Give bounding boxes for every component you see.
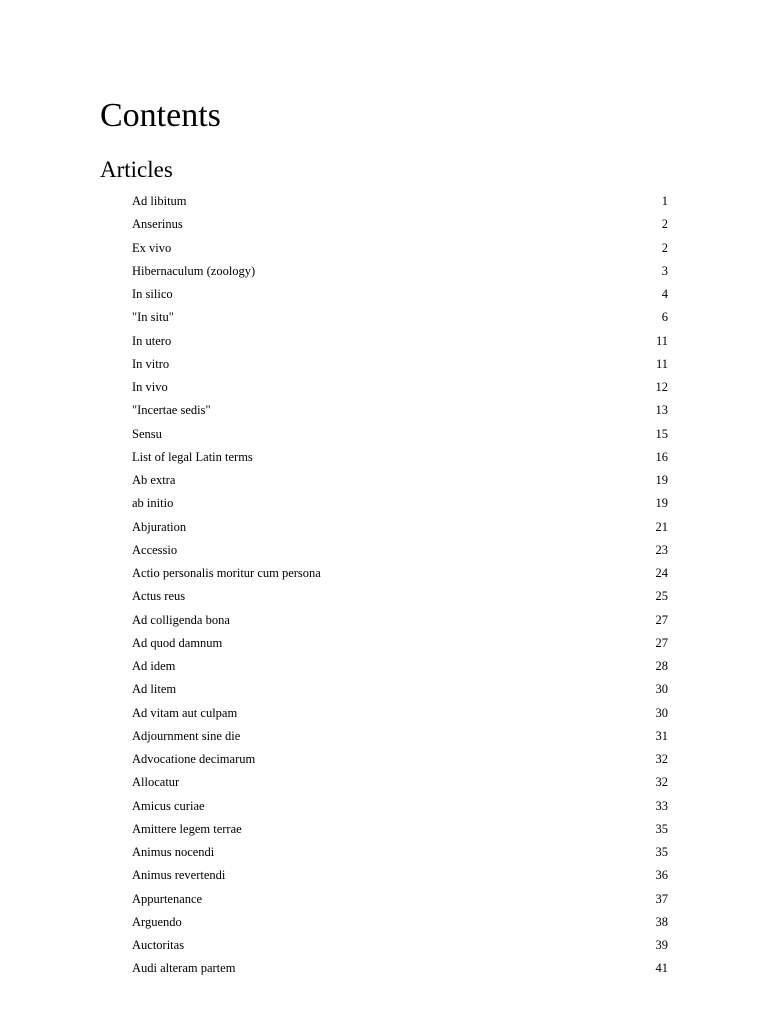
toc-entry-title[interactable]: Auctoritas xyxy=(132,938,185,952)
toc-entry-title[interactable]: Amittere legem terrae xyxy=(132,821,242,836)
toc-entry-page-number: 15 xyxy=(655,426,668,441)
toc-entry-title[interactable]: Appurtenance xyxy=(132,891,203,906)
toc-entry-title[interactable]: Accessio xyxy=(132,542,178,557)
toc-entry-page-number: 12 xyxy=(655,380,668,394)
table-of-contents xyxy=(132,190,668,981)
toc-entry-page-number: 38 xyxy=(655,914,668,929)
toc-entry-title[interactable]: Actio personalis moritur cum persona xyxy=(132,566,321,580)
toc-entry[interactable] xyxy=(132,585,668,608)
toc-entry[interactable] xyxy=(132,446,668,469)
toc-entry[interactable] xyxy=(132,469,668,492)
toc-entry-title[interactable]: Ad vitam aut culpam xyxy=(132,705,238,720)
toc-entry-title[interactable]: Allocatur xyxy=(132,775,180,790)
toc-entry[interactable] xyxy=(132,702,668,725)
toc-entry-page-number: 3 xyxy=(661,263,668,278)
toc-entry[interactable] xyxy=(132,492,668,515)
toc-entry[interactable] xyxy=(132,771,668,794)
toc-entry-page-number: 13 xyxy=(655,403,668,418)
toc-entry[interactable] xyxy=(132,306,668,329)
toc-entry[interactable] xyxy=(132,957,668,980)
toc-entry[interactable] xyxy=(132,888,668,911)
toc-entry-page-number: 11 xyxy=(655,333,668,348)
toc-entry-title[interactable]: Ad quod damnum xyxy=(132,635,223,650)
toc-entry-page-number: 21 xyxy=(655,519,668,534)
toc-entry[interactable] xyxy=(132,190,668,213)
toc-entry-page-number: 35 xyxy=(655,821,668,836)
toc-entry[interactable] xyxy=(132,725,668,748)
toc-entry[interactable] xyxy=(132,283,668,306)
toc-entry-page-number: 19 xyxy=(655,496,668,511)
toc-entry[interactable] xyxy=(132,934,668,957)
toc-entry[interactable] xyxy=(132,748,668,771)
toc-entry-page-number: 30 xyxy=(655,705,668,720)
toc-entry-page-number: 27 xyxy=(655,612,668,627)
toc-entry-page-number: 28 xyxy=(655,659,668,673)
toc-entry-page-number: 2 xyxy=(661,240,668,255)
toc-entry-title[interactable]: Animus revertendi xyxy=(132,868,226,883)
toc-entry-page-number: 37 xyxy=(655,891,668,906)
toc-entry-title[interactable]: Ad libitum xyxy=(132,194,187,208)
toc-entry-title[interactable]: Ex vivo xyxy=(132,240,172,255)
toc-entry[interactable] xyxy=(132,795,668,818)
toc-entry-page-number: 36 xyxy=(655,868,668,883)
toc-entry-title[interactable]: "In situ" xyxy=(132,310,174,325)
toc-entry-title[interactable]: Ad idem xyxy=(132,659,176,673)
toc-entry-title[interactable]: Abjuration xyxy=(132,519,187,534)
toc-entry-page-number: 33 xyxy=(655,798,668,813)
toc-entry-title[interactable]: "Incertae sedis" xyxy=(132,403,211,418)
toc-entry-page-number: 19 xyxy=(655,473,668,487)
toc-entry[interactable] xyxy=(132,539,668,562)
toc-entry[interactable] xyxy=(132,353,668,376)
toc-entry-page-number: 16 xyxy=(655,449,668,464)
toc-entry-page-number: 32 xyxy=(655,752,668,766)
toc-entry-page-number: 11 xyxy=(655,356,668,371)
toc-entry-page-number: 30 xyxy=(655,682,668,697)
section-heading: Articles xyxy=(100,157,173,182)
toc-entry[interactable] xyxy=(132,632,668,655)
toc-entry-page-number: 24 xyxy=(655,566,668,580)
toc-entry-title[interactable]: In vitro xyxy=(132,356,170,371)
toc-entry-title[interactable]: Ab extra xyxy=(132,473,176,487)
toc-entry[interactable] xyxy=(132,841,668,864)
toc-entry-title[interactable]: Ad litem xyxy=(132,682,177,697)
toc-entry[interactable] xyxy=(132,376,668,399)
toc-entry-title[interactable]: In silico xyxy=(132,287,173,301)
toc-entry[interactable] xyxy=(132,818,668,841)
toc-entry[interactable] xyxy=(132,911,668,934)
toc-entry[interactable] xyxy=(132,423,668,446)
toc-entry-title[interactable]: Adjournment sine die xyxy=(132,728,241,743)
toc-entry[interactable] xyxy=(132,330,668,353)
toc-entry[interactable] xyxy=(132,655,668,678)
toc-entry-title[interactable]: ab initio xyxy=(132,496,174,511)
toc-entry-page-number: 25 xyxy=(655,589,668,604)
page-title: Contents xyxy=(100,97,221,134)
toc-entry[interactable] xyxy=(132,213,668,236)
toc-entry-title[interactable]: Animus nocendi xyxy=(132,845,215,859)
toc-entry-page-number: 32 xyxy=(655,775,668,790)
toc-entry-title[interactable]: Audi alteram partem xyxy=(132,961,236,976)
toc-entry-title[interactable]: Amicus curiae xyxy=(132,798,205,813)
toc-entry-page-number: 41 xyxy=(655,961,668,976)
toc-entry-title[interactable]: In vivo xyxy=(132,380,168,394)
toc-entry-page-number: 35 xyxy=(655,845,668,859)
toc-entry[interactable] xyxy=(132,399,668,422)
toc-entry[interactable] xyxy=(132,678,668,701)
toc-entry-title[interactable]: Advocatione decimarum xyxy=(132,752,256,766)
toc-entry[interactable] xyxy=(132,237,668,260)
toc-entry-page-number: 31 xyxy=(655,728,668,743)
toc-entry[interactable] xyxy=(132,864,668,887)
toc-entry-page-number: 27 xyxy=(655,635,668,650)
toc-entry-title[interactable]: Ad colligenda bona xyxy=(132,612,230,627)
toc-entry-page-number: 39 xyxy=(655,938,668,952)
toc-entry-title[interactable]: Actus reus xyxy=(132,589,186,604)
toc-entry-title[interactable]: Anserinus xyxy=(132,217,183,232)
toc-entry[interactable] xyxy=(132,260,668,283)
toc-entry-page-number: 23 xyxy=(655,542,668,557)
toc-entry-page-number: 4 xyxy=(661,287,668,301)
toc-entry-title[interactable]: List of legal Latin terms xyxy=(132,449,253,464)
toc-entry-page-number: 2 xyxy=(661,217,668,232)
toc-entry-title[interactable]: Arguendo xyxy=(132,914,182,929)
toc-entry-title[interactable]: In utero xyxy=(132,333,172,348)
toc-entry[interactable] xyxy=(132,562,668,585)
toc-entry[interactable] xyxy=(132,516,668,539)
toc-entry-title[interactable]: Hibernaculum (zoology) xyxy=(132,263,256,278)
toc-entry-title[interactable]: Sensu xyxy=(132,426,162,441)
toc-entry-page-number: 1 xyxy=(661,194,668,208)
toc-entry-page-number: 6 xyxy=(661,310,668,325)
toc-entry[interactable] xyxy=(132,609,668,632)
